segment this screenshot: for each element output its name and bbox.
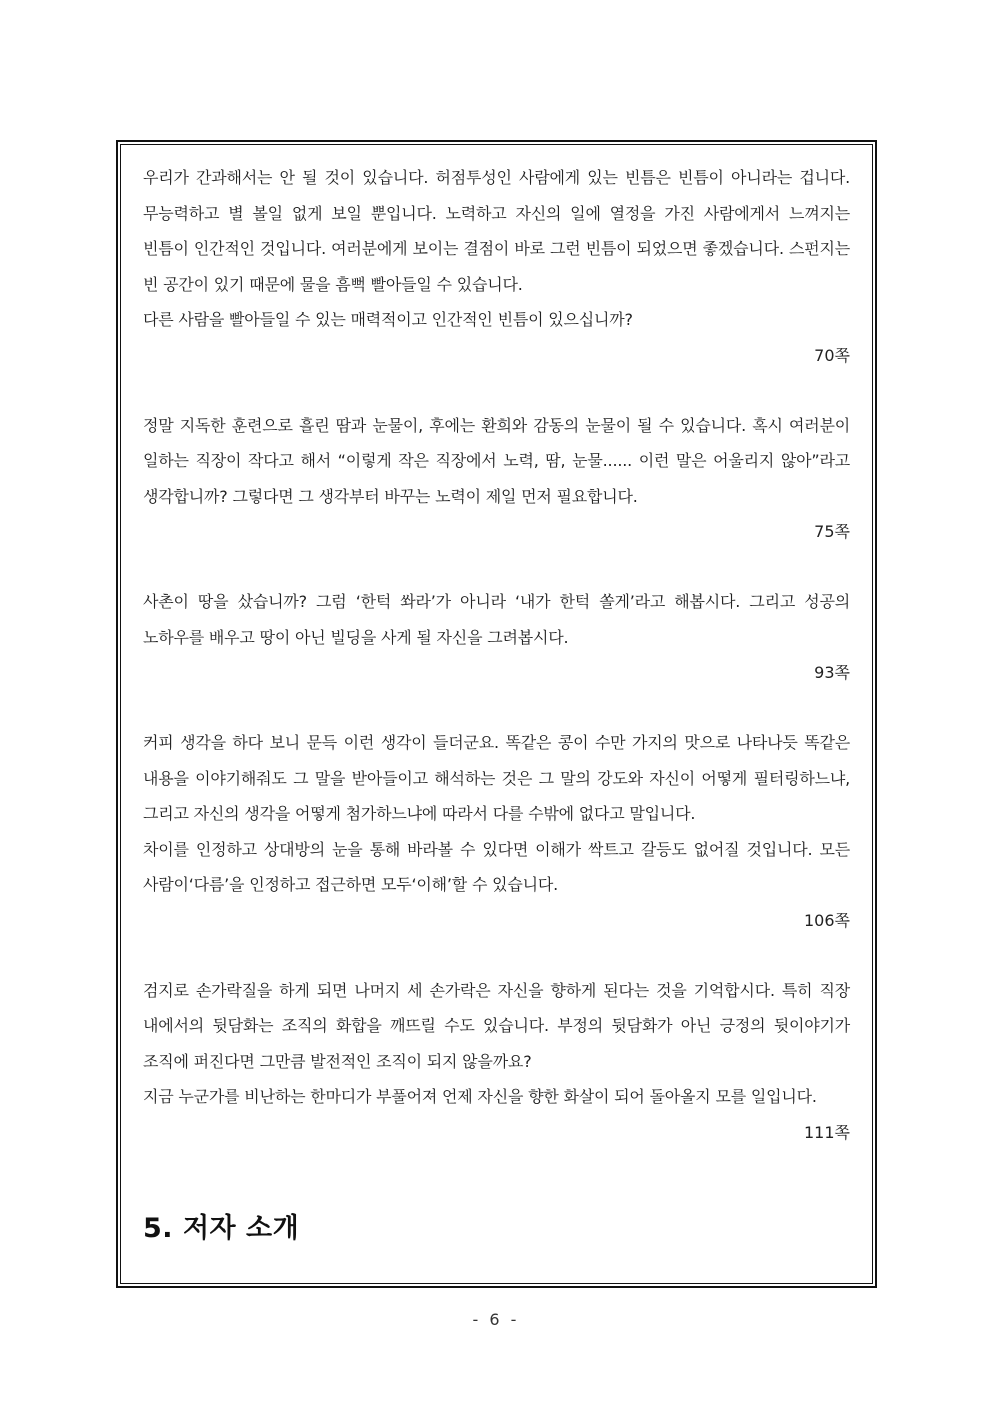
page-number: - 6 - bbox=[472, 1310, 520, 1329]
page-reference: 93쪽 bbox=[814, 663, 850, 682]
quote-paragraph: 다른 사람을 빨아들일 수 있는 매력적이고 인간적인 빈틈이 있으십니까? bbox=[143, 310, 633, 329]
page-reference: 106쪽 bbox=[804, 910, 850, 930]
page-reference: 70쪽 bbox=[814, 345, 850, 365]
quote-paragraph: 차이를 인정하고 상대방의 눈을 통해 바라볼 수 있다면 이해가 싹트고 갈등도 없어질 것입니다. 모든 사람이‘다름’을 인정하고 접근하면 모두‘이해’할 수 있습니다. bbox=[143, 839, 850, 894]
quote-block bbox=[143, 160, 850, 373]
quote-paragraph: 지금 누군가를 비난하는 한마디가 부풀어져 언제 자신을 향한 화살이 되어 돌아올지 모를 일입니다. bbox=[143, 1087, 817, 1106]
quote-paragraph: 우리가 간과해서는 안 될 것이 있습니다. 허점투성인 사람에게 있는 빈틈은 빈틈이 아니라는 겁니다. 무능력하고 별 볼일 없게 보일 뿐입니다. 노력하고 자신의 일에 열정을 가진 사람에게서 느껴지는 빈틈이 인간적인 것입니다. 여러분에게 보이는 결점이 바로 그런 빈틈이 되었으면 좋겠습니다. 스펀지는 빈 공간이 있기 때문에 물을 흠뻑 빨아들일 수 있습니다. bbox=[143, 168, 850, 294]
quote-block bbox=[143, 725, 850, 938]
page-reference: 111쪽 bbox=[804, 1122, 850, 1142]
quote-paragraph: 사촌이 땅을 샀습니까? 그럼 ‘한턱 쏴라’가 아니라 ‘내가 한턱 쏠게’라고 해봅시다. 그리고 성공의 노하우를 배우고 땅이 아닌 빌딩을 사게 될 자신을 그려봅시다. bbox=[143, 592, 850, 647]
quote-paragraph: 커피 생각을 하다 보니 문득 이런 생각이 들더군요. 똑같은 콩이 수만 가지의 맛으로 나타나듯 똑같은 내용을 이야기해줘도 그 말을 받아들이고 해석하는 것은 그 말의 강도와 자신이 어떻게 필터링하느냐, 그리고 자신의 생각을 어떻게 첨가하느냐에 따라서 다를 수밖에 없다고 말입니다. bbox=[143, 733, 850, 823]
quote-paragraph: 검지로 손가락질을 하게 되면 나머지 세 손가락은 자신을 향하게 된다는 것을 기억합시다. 특히 직장 내에서의 뒷담화는 조직의 화합을 깨뜨릴 수도 있습니다. 부정의 뒷담화가 아닌 긍정의 뒷이야기가 조직에 퍼진다면 그만큼 발전적인 조직이 되지 않을까요? bbox=[143, 980, 850, 1071]
quote-paragraph: 정말 지독한 훈련으로 흘린 땀과 눈물이, 후에는 환희와 감동의 눈물이 될 수 있습니다. 혹시 여러분이 일하는 직장이 작다고 해서 “이렇게 작은 직장에서 노력, 땀, 눈물...... 이런 말은 어울리지 않아”라고 생각합니까? 그렇다면 그 생각부터 바꾸는 노력이 제일 먼저 필요합니다. bbox=[143, 415, 850, 506]
page-reference: 75쪽 bbox=[814, 522, 850, 541]
document-body bbox=[143, 160, 850, 1245]
section-title: 5. 저자 소개 bbox=[143, 1212, 300, 1244]
quote-block bbox=[143, 973, 850, 1150]
quote-block bbox=[143, 584, 850, 690]
quote-block bbox=[143, 408, 850, 550]
